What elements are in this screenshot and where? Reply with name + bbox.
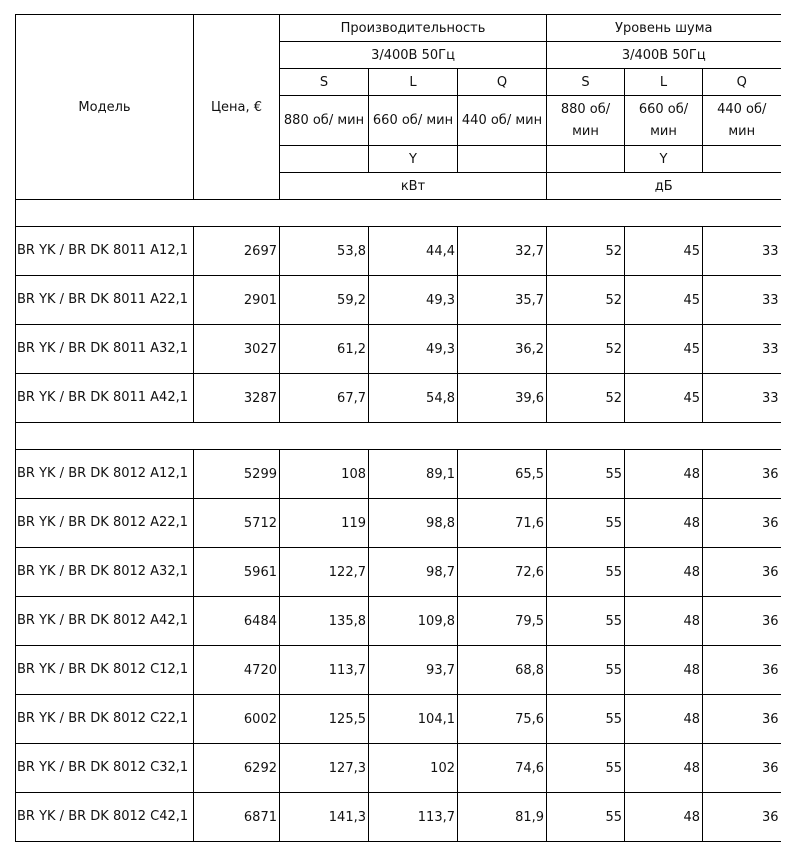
perf-q-cell: 71,6 bbox=[458, 499, 547, 548]
price-cell: 6484 bbox=[194, 597, 280, 646]
model-cell: BR YK / BR DK 8012 A32,1 bbox=[16, 548, 194, 597]
perf-l-cell: 89,1 bbox=[369, 450, 458, 499]
model-cell: BR YK / BR DK 8012 A42,1 bbox=[16, 597, 194, 646]
price-cell: 2901 bbox=[194, 276, 280, 325]
perf-q-cell: 72,6 bbox=[458, 548, 547, 597]
noise-speed-l: L bbox=[625, 69, 703, 96]
perf-l-cell: 44,4 bbox=[369, 227, 458, 276]
noise-q-cell: 33 bbox=[703, 374, 781, 423]
perf-q-cell: 79,5 bbox=[458, 597, 547, 646]
table-row bbox=[16, 325, 781, 374]
perf-q-cell: 36,2 bbox=[458, 325, 547, 374]
noise-group-header: Уровень шума bbox=[547, 15, 781, 42]
table-row bbox=[16, 450, 781, 499]
noise-s-cell: 55 bbox=[547, 646, 625, 695]
noise-q-cell: 36 bbox=[703, 450, 781, 499]
noise-l-cell: 45 bbox=[625, 276, 703, 325]
perf-q-cell: 39,6 bbox=[458, 374, 547, 423]
noise-s-cell: 55 bbox=[547, 695, 625, 744]
perf-s-cell: 113,7 bbox=[280, 646, 369, 695]
perf-s-cell: 122,7 bbox=[280, 548, 369, 597]
perf-s-cell: 135,8 bbox=[280, 597, 369, 646]
model-cell: BR YK / BR DK 8012 A22,1 bbox=[16, 499, 194, 548]
perf-l-cell: 102 bbox=[369, 744, 458, 793]
model-cell: BR YK / BR DK 8012 C22,1 bbox=[16, 695, 194, 744]
noise-q-cell: 33 bbox=[703, 227, 781, 276]
perf-l-cell: 113,7 bbox=[369, 793, 458, 842]
table-body bbox=[16, 200, 781, 842]
noise-q-cell: 36 bbox=[703, 548, 781, 597]
noise-power-supply: 3/400В 50Гц bbox=[547, 42, 781, 69]
noise-l-cell: 45 bbox=[625, 374, 703, 423]
perf-speed-q: Q bbox=[458, 69, 547, 96]
noise-l-cell: 48 bbox=[625, 646, 703, 695]
noise-connection-q bbox=[703, 146, 781, 173]
noise-l-cell: 48 bbox=[625, 499, 703, 548]
perf-s-cell: 61,2 bbox=[280, 325, 369, 374]
table-row bbox=[16, 276, 781, 325]
perf-connection-q bbox=[458, 146, 547, 173]
noise-s-cell: 52 bbox=[547, 276, 625, 325]
perf-s-cell: 67,7 bbox=[280, 374, 369, 423]
table-row bbox=[16, 548, 781, 597]
noise-unit: дБ bbox=[547, 173, 781, 200]
perf-speed-l: L bbox=[369, 69, 458, 96]
noise-l-cell: 48 bbox=[625, 597, 703, 646]
price-cell: 5712 bbox=[194, 499, 280, 548]
table-row bbox=[16, 695, 781, 744]
noise-s-cell: 55 bbox=[547, 450, 625, 499]
noise-l-cell: 48 bbox=[625, 695, 703, 744]
noise-l-cell: 48 bbox=[625, 744, 703, 793]
model-cell: BR YK / BR DK 8011 A12,1 bbox=[16, 227, 194, 276]
perf-l-cell: 49,3 bbox=[369, 276, 458, 325]
price-cell: 6002 bbox=[194, 695, 280, 744]
perf-l-cell: 93,7 bbox=[369, 646, 458, 695]
table-row bbox=[16, 227, 781, 276]
noise-s-cell: 55 bbox=[547, 499, 625, 548]
noise-q-cell: 36 bbox=[703, 499, 781, 548]
noise-connection-l: Y bbox=[625, 146, 703, 173]
noise-speed-s: S bbox=[547, 69, 625, 96]
noise-connection-s bbox=[547, 146, 625, 173]
noise-l-cell: 45 bbox=[625, 325, 703, 374]
model-cell: BR YK / BR DK 8012 A12,1 bbox=[16, 450, 194, 499]
perf-q-cell: 35,7 bbox=[458, 276, 547, 325]
perf-l-cell: 54,8 bbox=[369, 374, 458, 423]
noise-s-cell: 55 bbox=[547, 548, 625, 597]
perf-rpm-l: 660 об/ мин bbox=[369, 96, 458, 146]
noise-q-cell: 36 bbox=[703, 597, 781, 646]
table-row bbox=[16, 744, 781, 793]
price-cell: 6292 bbox=[194, 744, 280, 793]
model-cell: BR YK / BR DK 8011 A22,1 bbox=[16, 276, 194, 325]
perf-s-cell: 108 bbox=[280, 450, 369, 499]
model-cell: BR YK / BR DK 8012 C12,1 bbox=[16, 646, 194, 695]
table-row bbox=[16, 793, 781, 842]
perf-s-cell: 127,3 bbox=[280, 744, 369, 793]
perf-q-cell: 75,6 bbox=[458, 695, 547, 744]
noise-s-cell: 55 bbox=[547, 744, 625, 793]
noise-l-cell: 48 bbox=[625, 793, 703, 842]
performance-power-supply: 3/400В 50Гц bbox=[280, 42, 547, 69]
noise-q-cell: 36 bbox=[703, 744, 781, 793]
noise-q-cell: 33 bbox=[703, 325, 781, 374]
perf-s-cell: 125,5 bbox=[280, 695, 369, 744]
model-cell: BR YK / BR DK 8011 A32,1 bbox=[16, 325, 194, 374]
perf-connection-l: Y bbox=[369, 146, 458, 173]
noise-q-cell: 36 bbox=[703, 646, 781, 695]
noise-rpm-l: 660 об/ мин bbox=[625, 96, 703, 146]
perf-l-cell: 109,8 bbox=[369, 597, 458, 646]
price-column-header: Цена, € bbox=[194, 15, 280, 200]
noise-l-cell: 48 bbox=[625, 548, 703, 597]
price-cell: 3287 bbox=[194, 374, 280, 423]
group-separator-cell bbox=[16, 200, 781, 227]
noise-s-cell: 55 bbox=[547, 793, 625, 842]
noise-l-cell: 45 bbox=[625, 227, 703, 276]
table-row bbox=[16, 646, 781, 695]
model-cell: BR YK / BR DK 8012 C32,1 bbox=[16, 744, 194, 793]
model-cell: BR YK / BR DK 8012 C42,1 bbox=[16, 793, 194, 842]
perf-l-cell: 98,8 bbox=[369, 499, 458, 548]
table-header bbox=[16, 15, 781, 200]
noise-rpm-s: 880 об/ мин bbox=[547, 96, 625, 146]
noise-s-cell: 55 bbox=[547, 597, 625, 646]
noise-s-cell: 52 bbox=[547, 325, 625, 374]
perf-s-cell: 119 bbox=[280, 499, 369, 548]
perf-q-cell: 32,7 bbox=[458, 227, 547, 276]
table-row bbox=[16, 597, 781, 646]
perf-l-cell: 98,7 bbox=[369, 548, 458, 597]
noise-l-cell: 48 bbox=[625, 450, 703, 499]
price-cell: 4720 bbox=[194, 646, 280, 695]
performance-group-header: Производительность bbox=[280, 15, 547, 42]
perf-s-cell: 53,8 bbox=[280, 227, 369, 276]
price-cell: 5961 bbox=[194, 548, 280, 597]
group-separator-row bbox=[16, 423, 781, 450]
perf-q-cell: 81,9 bbox=[458, 793, 547, 842]
perf-l-cell: 104,1 bbox=[369, 695, 458, 744]
price-cell: 5299 bbox=[194, 450, 280, 499]
perf-l-cell: 49,3 bbox=[369, 325, 458, 374]
group-separator-cell bbox=[16, 423, 781, 450]
model-column-header: Модель bbox=[16, 15, 194, 200]
fan-spec-table bbox=[15, 14, 781, 842]
perf-speed-s: S bbox=[280, 69, 369, 96]
noise-rpm-q: 440 об/ мин bbox=[703, 96, 781, 146]
noise-q-cell: 36 bbox=[703, 695, 781, 744]
perf-q-cell: 65,5 bbox=[458, 450, 547, 499]
perf-s-cell: 59,2 bbox=[280, 276, 369, 325]
table-row bbox=[16, 499, 781, 548]
perf-rpm-q: 440 об/ мин bbox=[458, 96, 547, 146]
noise-speed-q: Q bbox=[703, 69, 781, 96]
noise-s-cell: 52 bbox=[547, 227, 625, 276]
table-row bbox=[16, 374, 781, 423]
group-separator-row bbox=[16, 200, 781, 227]
perf-rpm-s: 880 об/ мин bbox=[280, 96, 369, 146]
noise-s-cell: 52 bbox=[547, 374, 625, 423]
model-cell: BR YK / BR DK 8011 A42,1 bbox=[16, 374, 194, 423]
price-cell: 2697 bbox=[194, 227, 280, 276]
price-cell: 3027 bbox=[194, 325, 280, 374]
perf-q-cell: 68,8 bbox=[458, 646, 547, 695]
price-cell: 6871 bbox=[194, 793, 280, 842]
perf-q-cell: 74,6 bbox=[458, 744, 547, 793]
noise-q-cell: 36 bbox=[703, 793, 781, 842]
perf-s-cell: 141,3 bbox=[280, 793, 369, 842]
performance-unit: кВт bbox=[280, 173, 547, 200]
perf-connection-s bbox=[280, 146, 369, 173]
noise-q-cell: 33 bbox=[703, 276, 781, 325]
